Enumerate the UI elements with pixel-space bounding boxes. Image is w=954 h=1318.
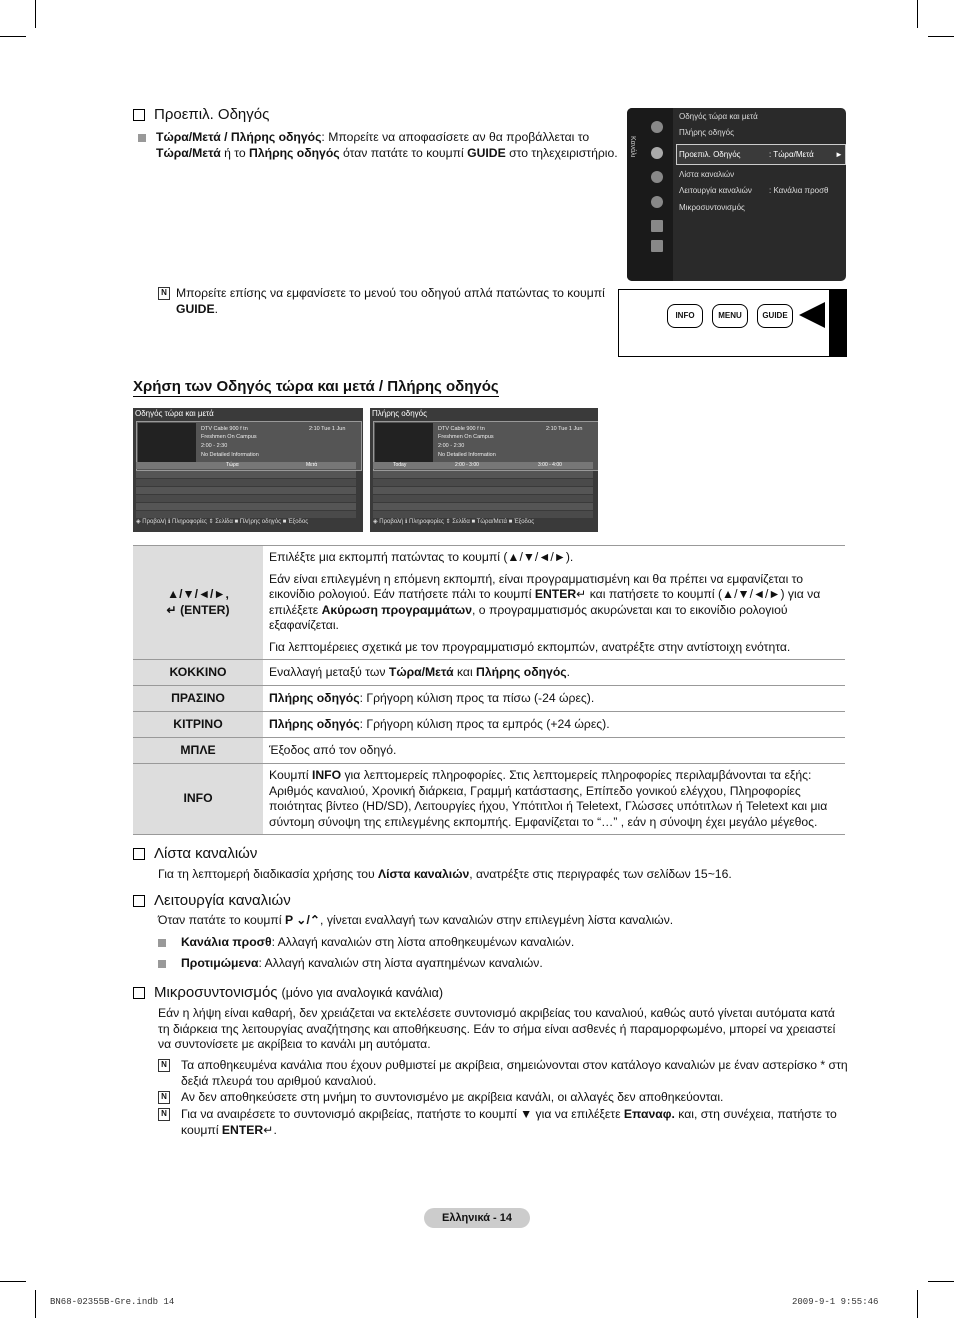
full-guide-screen bbox=[370, 408, 598, 532]
default-guide-bullet: Τώρα/Μετά / Πλήρης οδηγός: Μπορείτε να αποφασίσετε αν θα προβάλλεται το Τώρα/Μετά ή το Πλήρης οδηγός όταν πατάτε το κουμπί GUIDE στο τηλεχειριστήριο. bbox=[138, 130, 626, 161]
guide-row bbox=[373, 479, 593, 486]
menu-value-default-guide: : Τώρα/Μετά bbox=[769, 150, 814, 159]
guide-channel: DTV Cable 900 f tn bbox=[438, 426, 485, 432]
usage-heading: Χρήση των Οδηγός τώρα και μετά / Πλήρης οδηγός bbox=[133, 378, 499, 395]
guide-column-header: Τώρα Μετά bbox=[136, 462, 356, 469]
now-next-guide-title: Οδηγός τώρα και μετά bbox=[135, 409, 214, 418]
guide-row bbox=[136, 471, 356, 478]
table-key: ΚΟΚΚΙΝΟ bbox=[133, 660, 263, 686]
guide-row bbox=[373, 471, 593, 478]
table-value: Έξοδος από τον οδηγό. bbox=[263, 738, 845, 764]
guide-row bbox=[373, 503, 593, 510]
picture-icon bbox=[651, 121, 663, 133]
guide-details: No Detailed Information bbox=[438, 452, 496, 458]
checkbox-square-icon bbox=[133, 848, 145, 860]
note-icon: N bbox=[158, 1091, 170, 1104]
enter-icon: ↵ bbox=[166, 602, 181, 617]
menu-item-channel-mode[interactable]: Λειτουργία καναλιών bbox=[679, 186, 752, 195]
bullet-square-icon bbox=[158, 939, 166, 947]
section-heading-fine-tune: Μικροσυντονισμός (μόνο για αναλογικά κανάλια) bbox=[133, 984, 443, 1001]
setup-icon bbox=[651, 196, 663, 208]
guide-row bbox=[136, 495, 356, 502]
checkbox-square-icon bbox=[133, 895, 145, 907]
full-guide-footer: ◈ Προβολή ℹ Πληροφορίες ⇕ Σελίδα ■ Τώρα/Μετά ■ Έξοδος bbox=[373, 519, 535, 525]
guide-row bbox=[136, 487, 356, 494]
guide-clock: 2:10 Tue 1 Jun bbox=[546, 426, 583, 432]
preview-thumbnail bbox=[138, 423, 196, 467]
guide-row bbox=[373, 511, 593, 518]
guide-row bbox=[373, 487, 593, 494]
channel-mode-bullet-favorite: Προτιμώμενα: Αλλαγή καναλιών στη λίστα αγαπημένων καναλιών. bbox=[158, 956, 861, 972]
note-icon: N bbox=[158, 1108, 170, 1121]
menu-item-full-guide[interactable]: Πλήρης οδηγός bbox=[679, 128, 734, 137]
fine-tune-note-2: N Αν δεν αποθηκεύσετε στη μνήμη το συντονισμένο με ακρίβεια κανάλι, οι αλλαγές δεν αποθηκεύονται. bbox=[158, 1090, 871, 1106]
guide-row bbox=[136, 503, 356, 510]
bullet-square-icon bbox=[158, 960, 166, 968]
guide-time-range: 2:00 - 2:30 bbox=[438, 443, 465, 449]
table-row bbox=[133, 764, 845, 835]
guide-clock: 2:10 Tue 1 Jun bbox=[309, 426, 346, 432]
table-key: ΜΠΛΕ bbox=[133, 738, 263, 764]
table-key: ΚΙΤΡΙΝΟ bbox=[133, 712, 263, 738]
section-heading-default-guide: Προεπιλ. Οδηγός bbox=[133, 106, 269, 123]
pointer-arrow-icon bbox=[797, 300, 827, 330]
now-next-guide-screen bbox=[133, 408, 363, 532]
menu-item-channel-list[interactable]: Λίστα καναλιών bbox=[679, 170, 735, 179]
menu-sidebar bbox=[627, 108, 673, 281]
guide-note: N Μπορείτε επίσης να εμφανίσετε το μενού του οδηγού απλά πατώντας το κουμπί GUIDE. bbox=[158, 286, 631, 317]
checkbox-square-icon bbox=[133, 109, 145, 121]
checkbox-square-icon bbox=[133, 987, 145, 999]
enter-icon: ↵ bbox=[576, 587, 587, 601]
menu-item-now-next[interactable]: Οδηγός τώρα και μετά bbox=[679, 112, 758, 121]
table-value: Κουμπί INFO για λεπτομερείς πληροφορίες. Στις λεπτομερείς πληροφορίες περιλαμβάνονται τα εξής: Αριθμός καναλιού, Χρονική διάρκεια, Γραμμή κατάστασης, Επίπεδο γονικού ελέγχου, Πληροφορίες ποιότητας βίντεο (HD/SD), Λειτουργίες ήχου, Υπότιτλοι ή Teletext, Γλώσσες υπότιτλων ή Teletext και μια σύντομη σύνοψη της επιλεγμένης εκπομπής. Εμφανίζεται το “…” , εάν η σύνοψη έχει μεγάλο μέγεθος. bbox=[263, 764, 845, 835]
guide-button[interactable]: GUIDE bbox=[757, 304, 793, 328]
fine-tune-note-3: N Για να αναιρέσετε το συντονισμό ακριβείας, πατήστε το κουμπί ▼ για να επιλέξετε Επαναφ. και, στη συνέχεια, πατήστε το κουμπί ENTER↵. bbox=[158, 1107, 871, 1138]
remote-control-illustration bbox=[618, 289, 847, 357]
input-icon bbox=[651, 220, 663, 232]
note-icon: N bbox=[158, 287, 170, 300]
chevron-right-icon: ► bbox=[835, 150, 843, 159]
channel-mode-text: Όταν πατάτε το κουμπί P ⌄/⌃, γίνεται εναλλαγή των καναλιών στην επιλεγμένη λίστα καναλιών. bbox=[158, 913, 674, 927]
guide-program: Freshmen On Campus bbox=[201, 434, 257, 440]
preview-thumbnail bbox=[375, 423, 433, 467]
remote-edge bbox=[829, 290, 846, 356]
menu-side-label: Κανάλι bbox=[629, 136, 636, 158]
support-icon bbox=[651, 240, 663, 252]
menu-item-fine-tune[interactable]: Μικροσυντονισμός bbox=[679, 203, 745, 212]
guide-time-range: 2:00 - 2:30 bbox=[201, 443, 228, 449]
table-key: ΠΡΑΣΙΝΟ bbox=[133, 686, 263, 712]
table-value: Επιλέξτε μια εκπομπή πατώντας το κουμπί (▲/▼/◄/►). Εάν είναι επιλεγμένη η επόμενη εκπομπή, είναι προγραμματισμένη και θα πρέπει να εμφανίζεται το εικονίδιο ρολογιού. Εάν πατήσετε πάλι το κουμπί ENTER↵ και πατήσετε το κουμπί (▲/▼/◄/►) για να επιλέξετε Ακύρωση προγραμμάτων, ο προγραμματισμός ακυρώνεται και το εικονίδιο ρολογιού εξαφανίζεται. Για λεπτομέρειες σχετικά με τον προγραμματισμό εκπομπών, ανατρέξτε στην αντίστοιχη ενότητα. bbox=[263, 546, 845, 660]
table-row bbox=[133, 712, 845, 738]
guide-program: Freshmen On Campus bbox=[438, 434, 494, 440]
table-row bbox=[133, 686, 845, 712]
channel-list-text: Για τη λεπτομερή διαδικασία χρήσης του Λίστα καναλιών, ανατρέξτε στις περιγραφές των σελίδων 15~16. bbox=[158, 867, 732, 881]
section-heading-channel-mode: Λειτουργία καναλιών bbox=[133, 892, 291, 909]
footer-file-info: BN68-02355B-Gre.indb 14 bbox=[50, 1297, 175, 1307]
table-value: Πλήρης οδηγός: Γρήγορη κύλιση προς τα εμπρός (+24 ώρες). bbox=[263, 712, 845, 738]
section-heading-channel-list: Λίστα καναλιών bbox=[133, 845, 257, 862]
full-guide-title: Πλήρης οδηγός bbox=[372, 409, 427, 418]
tv-channel-menu bbox=[627, 108, 846, 281]
guide-row bbox=[136, 479, 356, 486]
guide-details: No Detailed Information bbox=[201, 452, 259, 458]
guide-column-header: Today 2:00 - 3:00 3:00 - 4:00 bbox=[373, 462, 593, 469]
table-row bbox=[133, 660, 845, 686]
sound-icon bbox=[651, 147, 663, 159]
table-value: Εναλλαγή μεταξύ των Τώρα/Μετά και Πλήρης οδηγός. bbox=[263, 660, 845, 686]
fine-tune-note-1: N Τα αποθηκευμένα κανάλια που έχουν ρυθμιστεί με ακρίβεια, σημειώνονται στον κατάλογο καναλιών με έναν αστερίσκο * στη δεξιά πλευρά του αριθμού καναλιού. bbox=[158, 1058, 871, 1089]
menu-value-channel-mode: : Κανάλια προσθ bbox=[769, 186, 829, 195]
menu-item-default-guide[interactable]: Προεπιλ. Οδηγός bbox=[679, 150, 741, 159]
channel-mode-bullet-added: Κανάλια προσθ: Αλλαγή καναλιών στη λίστα αποθηκευμένων καναλιών. bbox=[158, 935, 861, 951]
table-key: INFO bbox=[133, 764, 263, 835]
footer-timestamp: 2009-9-1 9:55:46 bbox=[792, 1297, 879, 1307]
note-icon: N bbox=[158, 1059, 170, 1072]
channel-icon bbox=[651, 171, 663, 183]
guide-row bbox=[373, 495, 593, 502]
guide-channel: DTV Cable 900 f tn bbox=[201, 426, 248, 432]
table-key: ▲/▼/◄/►, ↵ (ENTER) bbox=[133, 546, 263, 660]
menu-button[interactable]: MENU bbox=[712, 304, 748, 328]
guide-row bbox=[136, 511, 356, 518]
table-row bbox=[133, 546, 845, 660]
table-value: Πλήρης οδηγός: Γρήγορη κύλιση προς τα πίσω (-24 ώρες). bbox=[263, 686, 845, 712]
enter-icon: ↵ bbox=[263, 1122, 274, 1137]
page-number-badge: Ελληνικά - 14 bbox=[424, 1208, 530, 1228]
info-button[interactable]: INFO bbox=[667, 304, 703, 328]
fine-tune-text: Εάν η λήψη είναι καθαρή, δεν χρειάζεται να εκτελέσετε συντονισμό ακριβείας του καναλιού, καθώς αυτό γίνεται αυτόματα κατά τη διάρκεια της λειτουργίας αναζήτησης και αποθήκευσης. Εάν το σήμα είναι ασθενές ή παραμορφωμένο, μπορεί να χρειαστεί να συντονίσετε με ακρίβεια το κανάλι μη αυτόματα. bbox=[158, 1006, 836, 1051]
guide-buttons-table bbox=[133, 545, 845, 835]
now-next-guide-footer: ◈ Προβολή ℹ Πληροφορίες ⇕ Σελίδα ■ Πλήρης οδηγός ■ Έξοδος bbox=[136, 519, 309, 525]
table-row bbox=[133, 738, 845, 764]
bullet-square-icon bbox=[138, 134, 146, 142]
